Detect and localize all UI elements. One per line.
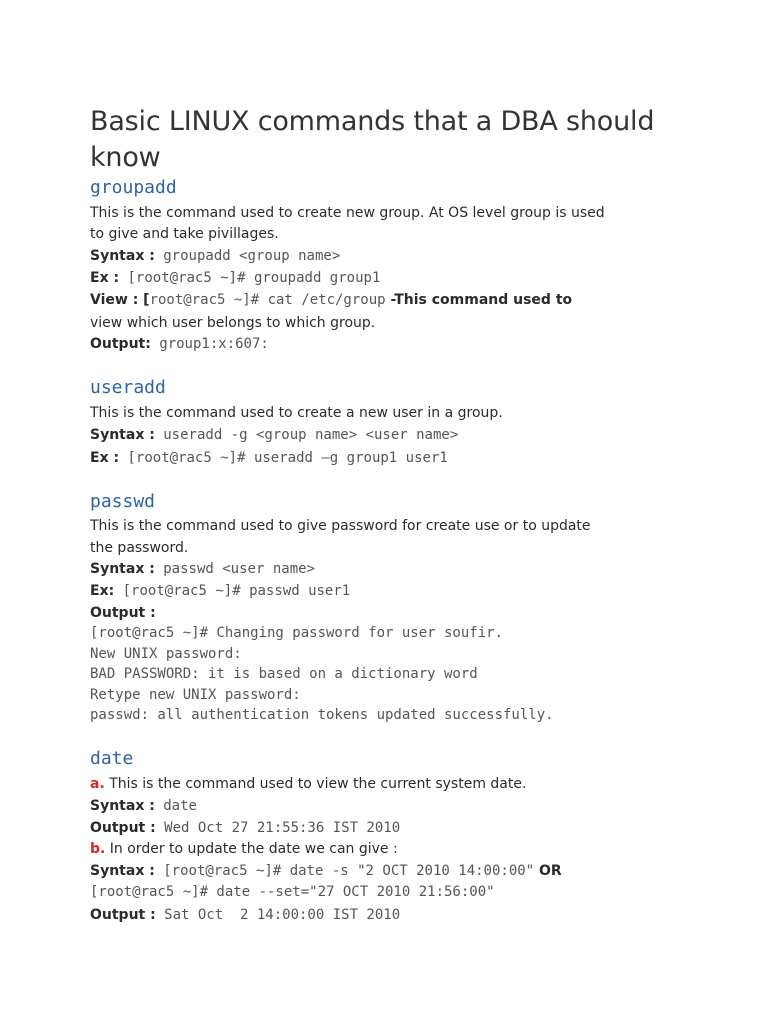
date-part-b-line: [90, 840, 680, 858]
output-value: Wed Oct 27 21:55:36 IST 2010: [155, 820, 401, 836]
date-output-line: [90, 819, 680, 837]
view-value: root@rac5 ~]# cat /etc/group: [149, 292, 386, 308]
passwd-description-line2: the password.: [90, 540, 189, 556]
passwd-output-line: BAD PASSWORD: it is based on a dictionary word: [90, 666, 478, 682]
syntax-label: Syntax :: [90, 798, 155, 814]
passwd-example-line: [90, 582, 680, 600]
syntax-value: useradd -g <group name> <user name>: [154, 427, 459, 443]
passwd-syntax-line: [90, 560, 680, 578]
list-marker-b: b.: [90, 841, 106, 857]
section-heading-groupadd: groupadd: [90, 177, 177, 198]
groupadd-view-description-line2: view which user belongs to which group.: [90, 315, 376, 331]
page-title: Basic LINUX commands that a DBA should know: [90, 106, 655, 173]
syntax-value: passwd <user name>: [154, 561, 315, 577]
output-value: Sat Oct 2 14:00:00 IST 2010: [155, 907, 401, 923]
passwd-output-line: New UNIX password:: [90, 646, 242, 662]
syntax-value: date: [154, 798, 197, 814]
date-part-a-line: [90, 775, 680, 793]
date-update-output-line: [90, 906, 680, 924]
groupadd-output-line: [90, 335, 680, 353]
view-label: View : [: [90, 292, 150, 308]
example-label: Ex :: [90, 450, 120, 466]
example-value: [root@rac5 ~]# groupadd group1: [119, 270, 381, 286]
syntax-label: Syntax :: [90, 248, 155, 264]
passwd-output-line: Retype new UNIX password:: [90, 687, 301, 703]
syntax-value: [root@rac5 ~]# date -s "2 OCT 2010 14:00:00": [154, 863, 535, 879]
section-heading-date: date: [90, 748, 134, 769]
example-label: Ex:: [90, 583, 115, 599]
syntax-label: Syntax :: [90, 427, 155, 443]
output-label: Output:: [90, 336, 151, 352]
output-label: Output :: [90, 907, 156, 923]
groupadd-description-line1: This is the command used to create new group. At OS level group is used: [90, 205, 605, 221]
groupadd-syntax-line: [90, 247, 680, 265]
example-value: [root@rac5 ~]# useradd –g group1 user1: [119, 450, 448, 466]
output-value: group1:x:607:: [150, 336, 269, 352]
groupadd-view-line: [90, 291, 680, 309]
date-part-b-description: In order to update the date we can give :: [105, 841, 398, 857]
output-label: Output :: [90, 820, 156, 836]
passwd-output-line: [root@rac5 ~]# Changing password for user soufir.: [90, 625, 504, 641]
date-update-syntax-line2: [root@rac5 ~]# date --set="27 OCT 2010 21:56:00": [90, 884, 495, 900]
view-description: -This command used to: [385, 292, 573, 308]
syntax-label: Syntax :: [90, 561, 155, 577]
passwd-output-label: Output :: [90, 605, 156, 621]
date-syntax-line: [90, 797, 680, 815]
date-update-syntax-line: [90, 862, 680, 880]
example-value: [root@rac5 ~]# passwd user1: [114, 583, 351, 599]
groupadd-example-line: [90, 269, 680, 287]
syntax-value: groupadd <group name>: [154, 248, 341, 264]
section-heading-useradd: useradd: [90, 377, 166, 398]
list-marker-a: a.: [90, 776, 105, 792]
useradd-example-line: [90, 449, 680, 467]
example-label: Ex :: [90, 270, 120, 286]
useradd-syntax-line: [90, 426, 680, 444]
section-heading-passwd: passwd: [90, 491, 156, 512]
date-part-a-description: This is the command used to view the current system date.: [104, 776, 527, 792]
or-label: OR: [534, 863, 562, 879]
passwd-output-line: passwd: all authentication tokens updated successfully.: [90, 707, 554, 723]
syntax-label: Syntax :: [90, 863, 155, 879]
groupadd-description-line2: to give and take pivillages.: [90, 226, 279, 242]
passwd-description-line1: This is the command used to give password for create use or to update: [90, 518, 591, 534]
useradd-description: This is the command used to create a new user in a group.: [90, 405, 503, 421]
